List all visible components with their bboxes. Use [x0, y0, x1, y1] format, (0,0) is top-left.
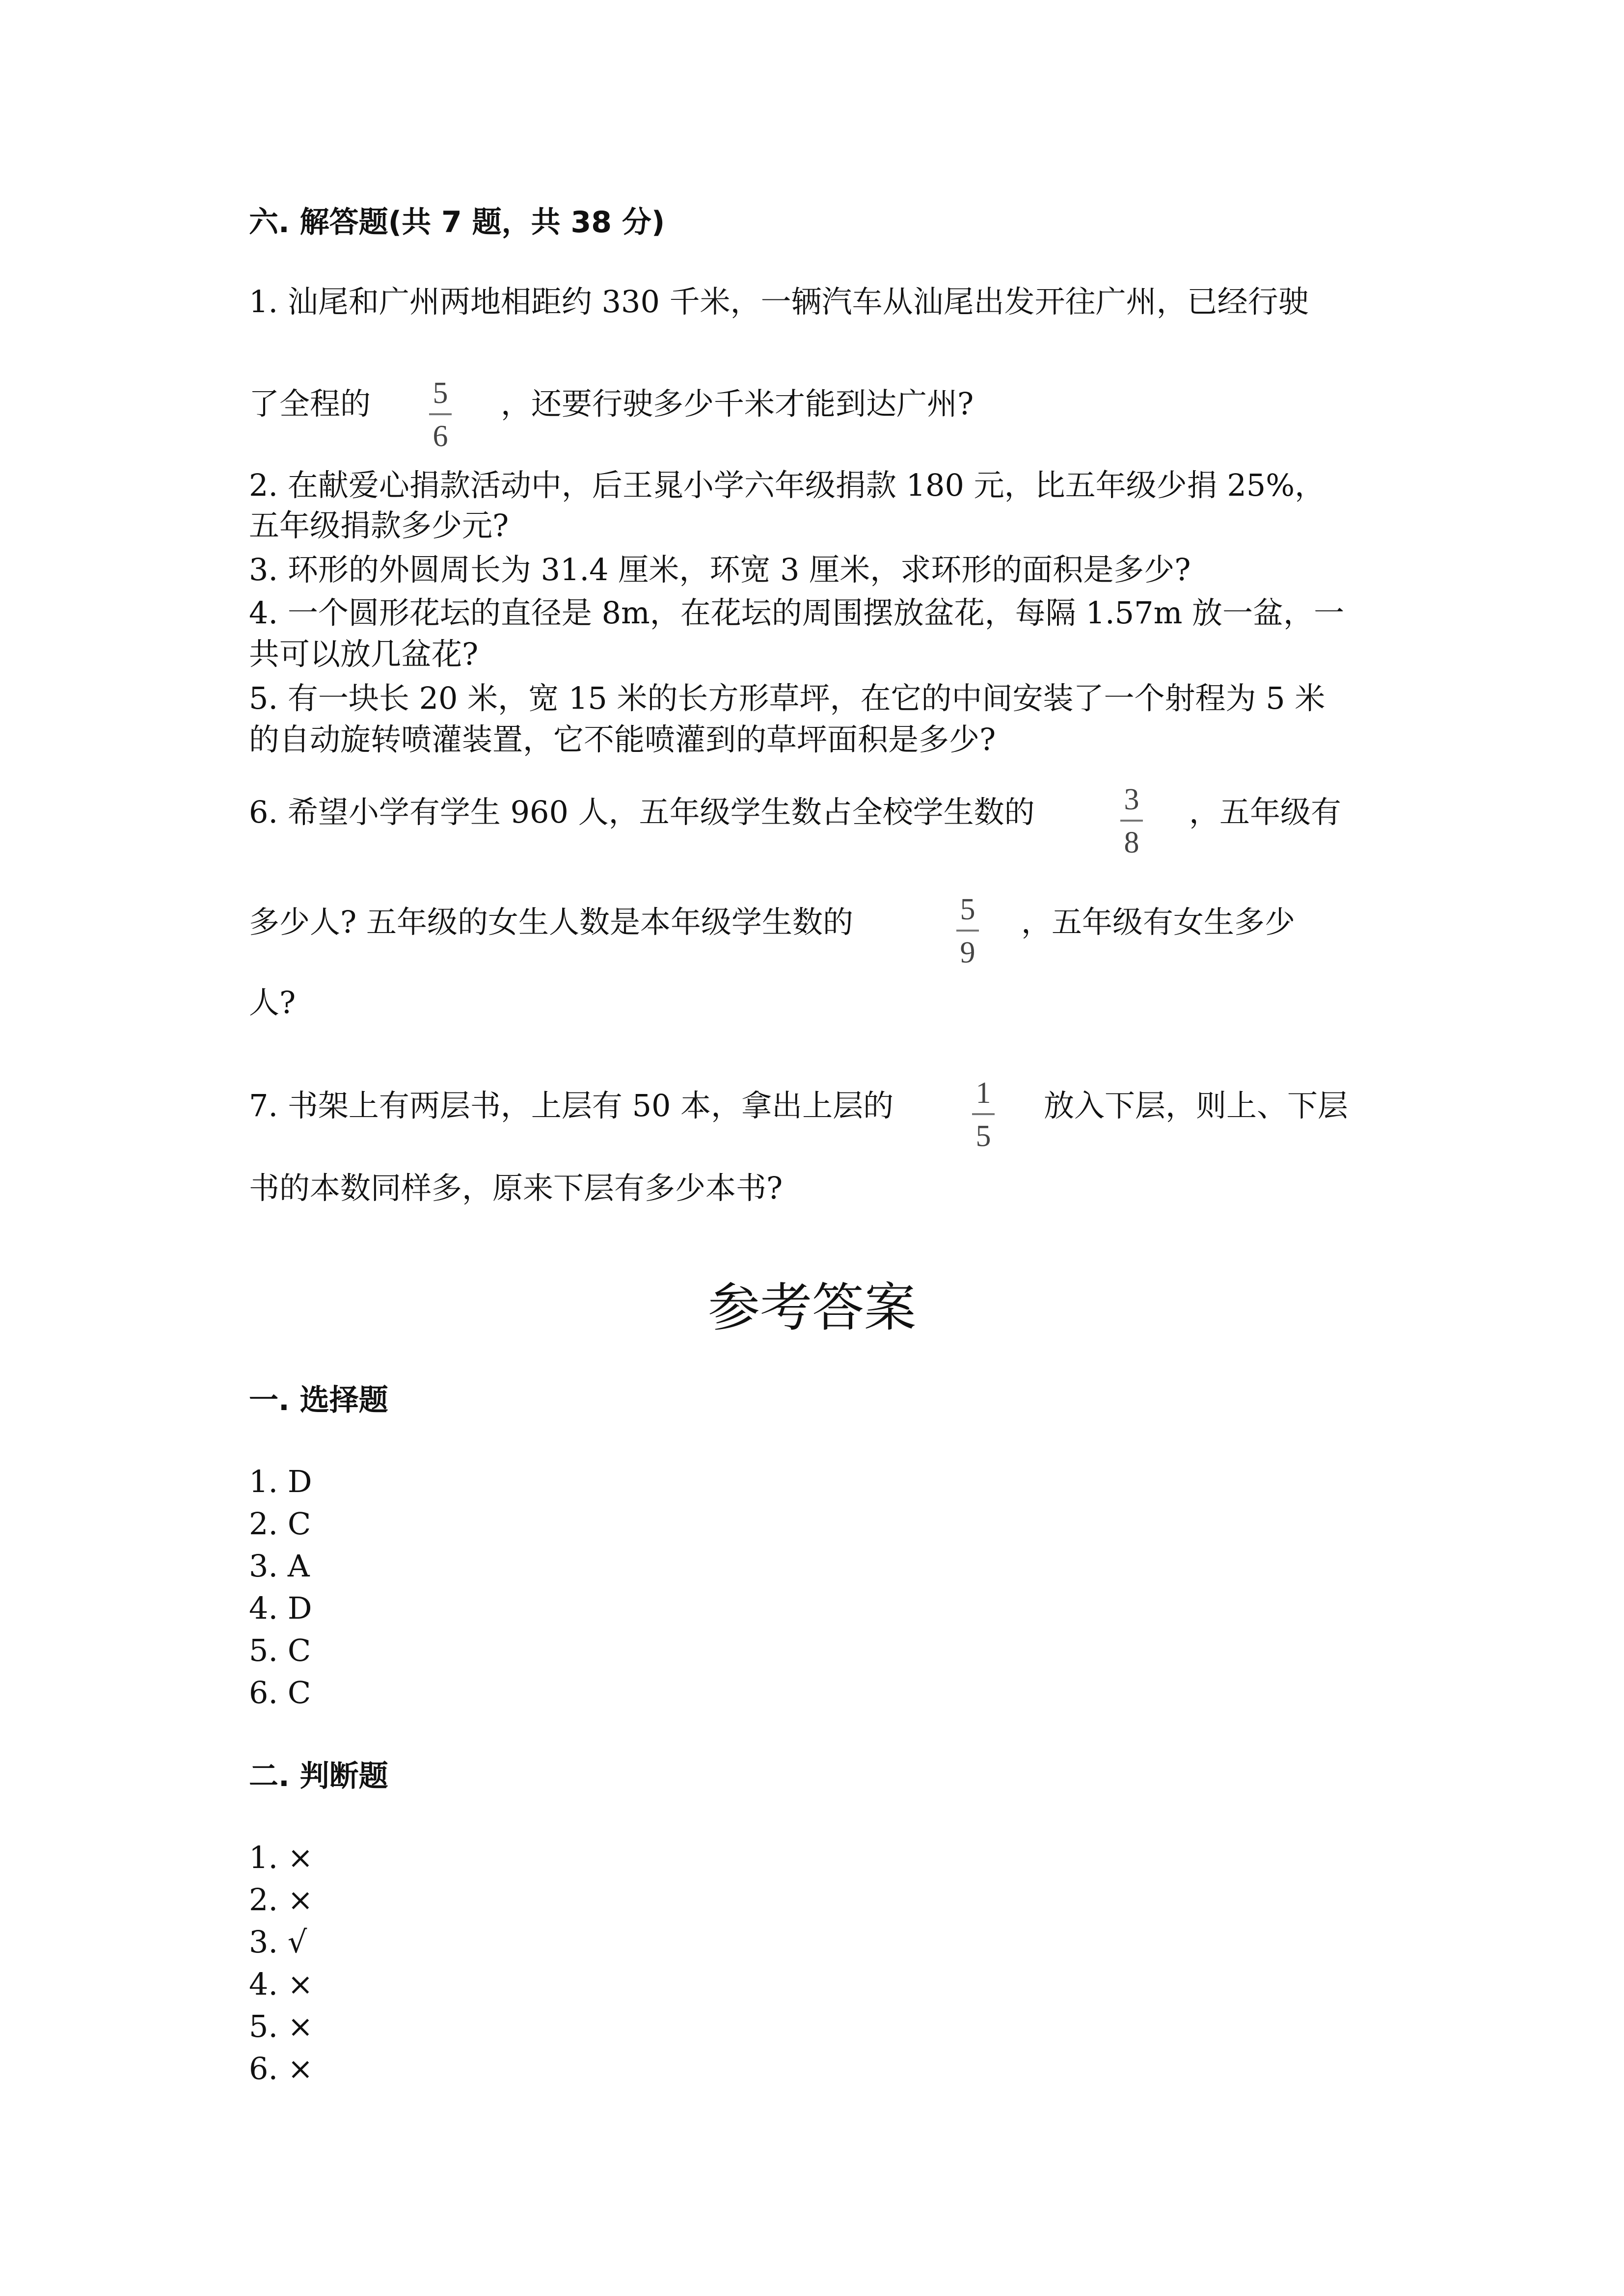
list-item: 1. D	[249, 1464, 312, 1499]
fraction-bar	[956, 930, 979, 932]
choice-answer-list	[249, 1461, 312, 1714]
question-6-line-3: 人?	[249, 985, 296, 1020]
question-6-line-2-start: 多少人? 五年级的女生人数是本年级学生数的	[249, 904, 853, 940]
list-item: 2. C	[249, 1506, 311, 1542]
fraction-numerator: 5	[433, 376, 448, 410]
fraction-bar	[429, 413, 452, 415]
question-1-line-2-start: 了全程的	[249, 386, 371, 422]
question-7-line-1-start: 7. 书架上有两层书，上层有 50 本，拿出上层的	[249, 1088, 894, 1123]
question-1-line-1: 1. 汕尾和广州两地相距约 330 千米，一辆汽车从汕尾出发开往广州，已经行驶	[249, 284, 1309, 320]
list-item: 2. ×	[249, 1882, 313, 1918]
judge-answer-list	[249, 1837, 313, 2090]
fraction-five-ninths	[956, 894, 979, 968]
question-4-line-1: 4. 一个圆形花坛的直径是 8m，在花坛的周围摆放盆花，每隔 1.57m 放一盆，一	[249, 595, 1345, 631]
fraction-denominator: 5	[975, 1120, 991, 1153]
question-6-line-1-end: ，五年级有	[1189, 794, 1342, 830]
list-item: 3. √	[249, 1924, 307, 1960]
fraction-bar	[1120, 820, 1143, 822]
list-item: 5. ×	[249, 2008, 313, 2044]
fraction-bar	[972, 1113, 995, 1115]
answers-title: 参考答案	[708, 1278, 916, 1338]
question-6-line-2-end: ，五年级有女生多少	[1021, 904, 1296, 940]
question-4-line-2: 共可以放几盆花?	[249, 636, 479, 672]
question-7-line-1-end: 放入下层，则上、下层	[1044, 1088, 1349, 1123]
fraction-three-eighths	[1120, 784, 1143, 858]
list-item: 6. C	[249, 1675, 311, 1710]
list-item: 3. A	[249, 1548, 310, 1584]
list-item: 1. ×	[249, 1840, 313, 1875]
question-2-line-2: 五年级捐款多少元?	[249, 507, 509, 543]
fraction-denominator: 6	[433, 420, 448, 453]
question-1-line-2-end: ，还要行驶多少千米才能到达广州?	[501, 386, 974, 422]
choice-heading: 一. 选择题	[249, 1383, 388, 1417]
list-item: 6. ×	[249, 2051, 313, 2086]
section-heading: 六. 解答题(共 7 题，共 38 分)	[249, 205, 665, 240]
fraction-numerator: 5	[960, 893, 975, 926]
fraction-numerator: 3	[1124, 783, 1139, 816]
question-5-line-1: 5. 有一块长 20 米，宽 15 米的长方形草坪，在它的中间安装了一个射程为 5 米	[249, 680, 1326, 716]
list-item: 4. D	[249, 1590, 312, 1626]
fraction-numerator: 1	[975, 1076, 991, 1110]
question-5-line-2: 的自动旋转喷灌装置，它不能喷灌到的草坪面积是多少?	[249, 721, 996, 757]
list-item: 4. ×	[249, 1966, 313, 2002]
fraction-five-sixths	[429, 378, 452, 452]
question-6-line-1-start: 6. 希望小学有学生 960 人，五年级学生数占全校学生数的	[249, 794, 1035, 830]
judge-heading: 二. 判断题	[249, 1759, 388, 1793]
fraction-one-fifth	[972, 1078, 995, 1151]
question-3: 3. 环形的外圆周长为 31.4 厘米，环宽 3 厘米，求环形的面积是多少?	[249, 552, 1191, 587]
fraction-denominator: 8	[1124, 826, 1139, 859]
question-2-line-1: 2. 在献爱心捐款活动中，后王晁小学六年级捐款 180 元，比五年级少捐 25%，	[249, 467, 1326, 503]
fraction-denominator: 9	[960, 936, 975, 969]
question-7-line-2: 书的本数同样多，原来下层有多少本书?	[249, 1170, 783, 1206]
list-item: 5. C	[249, 1632, 311, 1668]
